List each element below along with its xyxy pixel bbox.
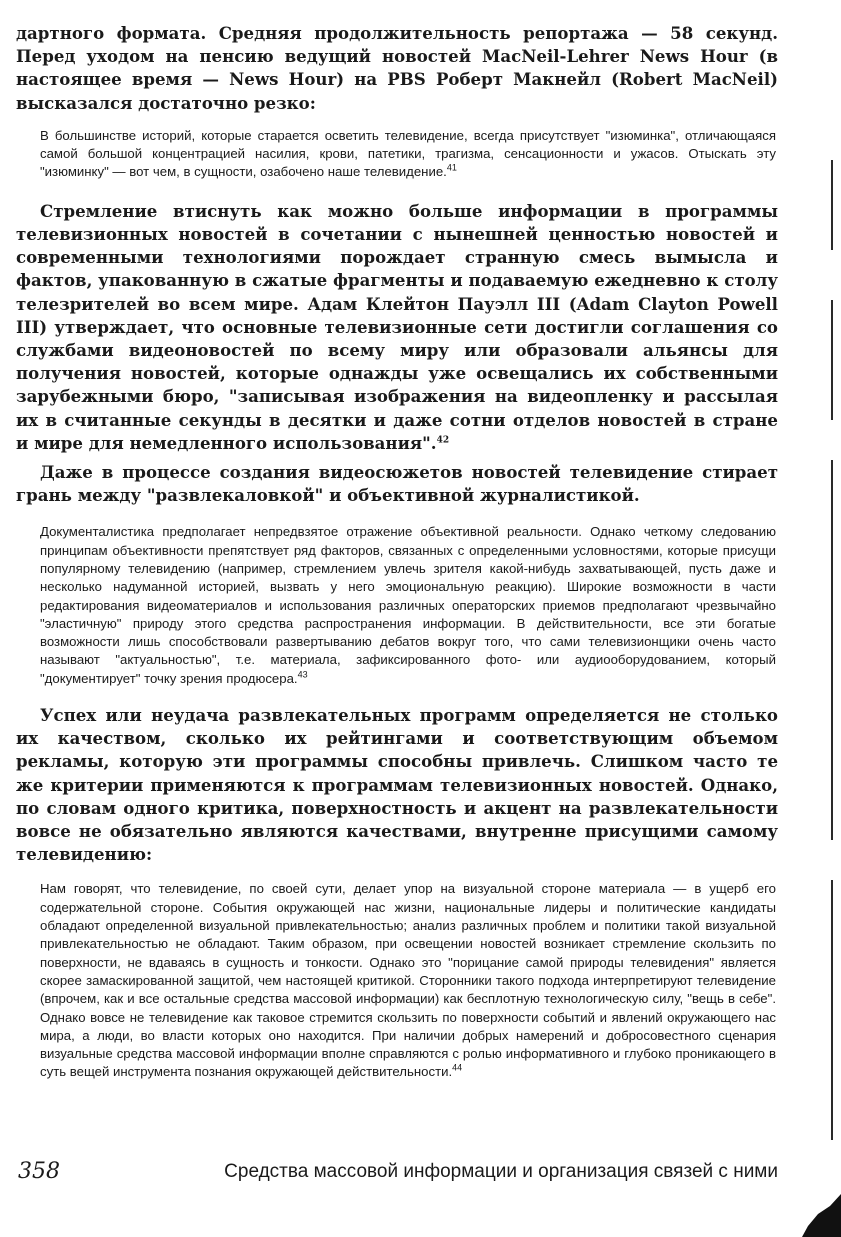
block-quote-2-text: Документалистика предполагает непредвзятое отражение объективной реальности. Однако четкому следованию принципам объективности препятствует ряд факторов, связанных с определенными условностями, которые присущи популярному телевидению (например, стремлением увлечь зрителя какой-нибудь захватывающей, пусть даже и несколько надуманной историей, вызвать у него эмоциональную реакцию). Широкие возможности в части редактирования видеоматериалов и использования различных операторских приемов предполагают чрезвычайно "эластичную" природу этого средства распространения информации. В действительности, все эти богатые возможности лишь способствовали развертыванию дебатов вокруг того, что сами телевизионщики очень часто называют "актуальностью", т.е. материала, зафиксированного фото- или аудиооборудованием, который "документирует" точку зрения продюсера. <box>40 524 776 686</box>
margin-scan-line <box>831 880 833 1140</box>
paragraph-3 <box>16 461 778 507</box>
paragraph-3-text: Даже в процессе создания видеосюжетов новостей телевидение стирает грань между "развлекаловкой" и объективной журналистикой. <box>16 461 778 506</box>
running-head: Средства массовой информации и организация связей с ними <box>224 1161 778 1182</box>
block-quote-1-text: В большинстве историй, которые старается осветить телевидение, всегда присутствует "изюминка", отличающаяся самой большой концентрацией насилия, крови, патетики, трагизма, сенсационности и ужасов. Отыскать эту "изюминку" — вот чем, в сущности, озабочено наше телевидение. <box>40 127 776 180</box>
page-footer <box>18 1159 778 1189</box>
footnote-ref-43: 43 <box>297 669 308 680</box>
footnote-ref-42: 42 <box>436 435 450 446</box>
margin-scan-line <box>831 300 833 420</box>
footnote-ref-41: 41 <box>446 163 457 174</box>
paragraph-2 <box>16 200 778 455</box>
scan-corner-mark <box>800 1190 841 1237</box>
block-quote-1 <box>16 127 778 182</box>
page-number: 358 <box>18 1159 60 1184</box>
block-quote-2 <box>16 523 778 688</box>
block-quote-3 <box>16 880 778 1081</box>
block-quote-3-text: Нам говорят, что телевидение, по своей сути, делает упор на визуальной стороне материала — в ущерб его содержательной стороне. События окружающей нас жизни, национальные лидеры и политические кандидаты обладают определенной визуальной привлекательностью; анализ различных проблем и политики такой визуальной привлекательностью не обладают. Таким образом, при освещении новостей возникает стремление скользить по поверхности, не вдаваясь в сущность и тонкости. Однако это "порицание самой природы телевидения" является скорее замаскированной защитой, чем настоящей критикой. Сторонники такого подхода интерпретируют телевидение (впрочем, как и все остальные средства массовой информации) как бесплотную технологическую силу, "вещь в себе". Однако вовсе не телевидение как таковое стремится скользить по поверхности событий и явлений окружающего нас мира, а люди, во власти которых оно находится. При наличии добрых намерений и добросовестного сценария визуальные средства массовой информации вполне справляются с ролью информативного и глубоко проникающего в суть вещей инструмента познания окружающей действительности. <box>40 881 776 1080</box>
paragraph-4 <box>16 704 778 866</box>
paragraph-top-text: дартного формата. Средняя продолжительность репортажа — 58 секунд. Перед уходом на пенсию ведущий новостей MacNeil-Lehrer News Hour (в настоящее время — News Hour) на PBS Роберт Макнейл (Robert MacNeil) высказался достаточно резко: <box>16 23 778 113</box>
margin-scan-line <box>831 460 833 840</box>
page-body <box>16 22 778 1082</box>
footnote-ref-44: 44 <box>452 1063 463 1074</box>
paragraph-4-text: Успех или неудача развлекательных программ определяется не столько их качеством, сколько их рейтингами и соответствующим объемом рекламы, которую эти программы способны привлечь. Слишком часто те же критерии применяются к программам телевизионных новостей. Однако, по словам одного критика, поверхностность и акцент на развлекательности вовсе не обязательно являются качествами, внутренне присущими самому телевидению: <box>16 705 778 865</box>
margin-scan-line <box>831 160 833 250</box>
paragraph-2-text: Стремление втиснуть как можно больше информации в программы телевизионных новостей в сочетании с нынешней ценностью новостей и современными технологиями порождает странную смесь вымысла и фактов, упакованную в сжатые фрагменты и подаваемую ежедневно к столу телезрителей во всем мире. Адам Клейтон Пауэлл III (Adam Clayton Powell III) утверждает, что основные телевизионные сети достигли соглашения со службами видеоновостей по всему миру или образовали альянсы для получения новостей, которые однажды уже освещались их собственными зарубежными бюро, "записывая изображения на видеопленку и рассылая их в считанные секунды в десятки и даже сотни отделов новостей в стране и мире для немедленного использования". <box>16 200 778 453</box>
paragraph-top <box>16 22 778 115</box>
